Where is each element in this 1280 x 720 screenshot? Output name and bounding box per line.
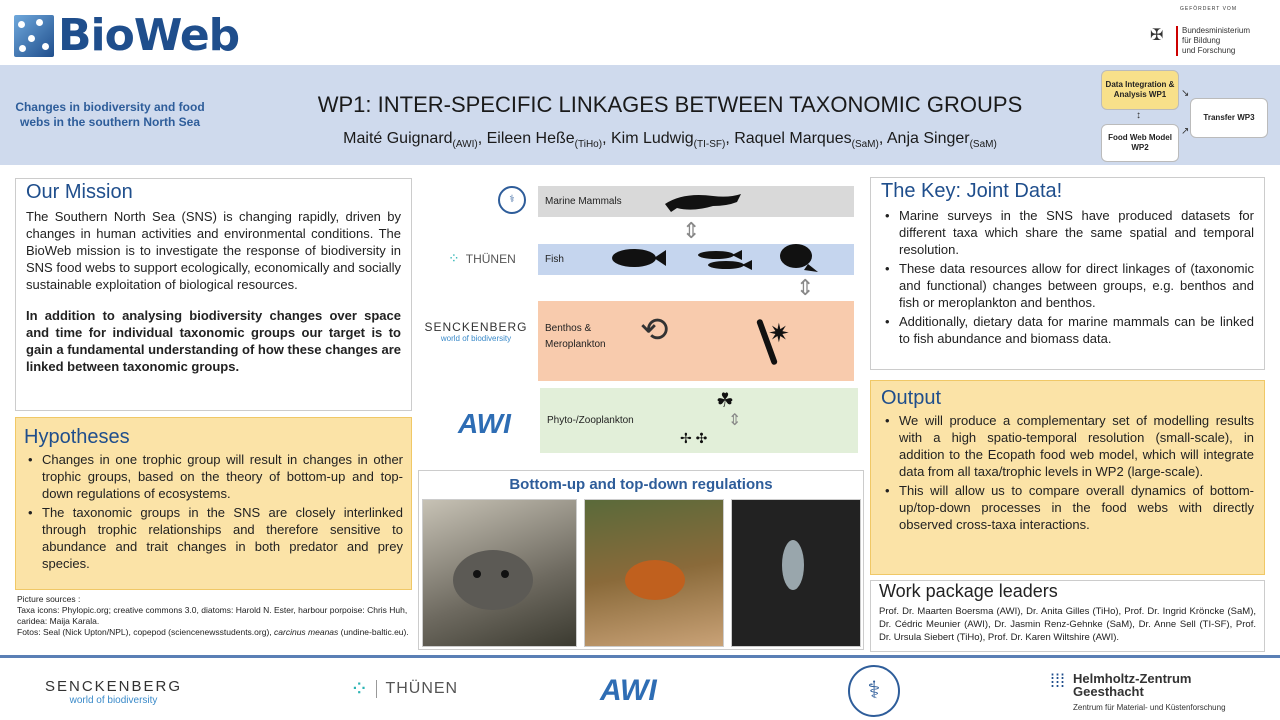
- leaders-panel: [870, 580, 1265, 652]
- double-arrow-icon: ⇕: [682, 218, 701, 243]
- mission-bold: In addition to analysing biodiversity changes over space and time for individual taxonomic groups our target is to gain a fundamental understanding of how these changes are linked between taxonomic groups.: [26, 308, 401, 374]
- arrow-icon: ↕: [1136, 110, 1141, 121]
- arrow-icon: ↗: [1181, 126, 1190, 137]
- benthos-bar: Benthos & Meroplankton: [538, 301, 854, 381]
- key-item: • Marine surveys in the SNS have produced datasets for different taxa which share the same spatial and temporal resolution.: [881, 207, 1254, 258]
- picture-credits: Picture sources : Taxa icons: Phylopic.org; creative commons 3.0, diatoms: Harold N. Ester, harbour porpoise: Chris Huh, caridea: Maija Karala. Fotos: Seal (Nick Upton/NPL), copepod (sciencenewsstudents.org), carcinus meanas (undine-baltic.eu).: [17, 594, 409, 637]
- network-icon: [14, 15, 54, 57]
- whale-icon: [663, 190, 743, 214]
- output-item: • We will produce a complementary set of modelling results with a high spatio-temporal resolution (small-scale), in addition to the Ecopath food web model, which will integrate data from all taxa/trophic levels in WP2 (large-scale).: [881, 412, 1254, 480]
- diatom-icon: ☘: [716, 390, 734, 412]
- arrow-icon: ↘: [1181, 88, 1190, 99]
- hypotheses-heading: Hypotheses: [24, 426, 130, 448]
- logo-text: BioWeb: [58, 10, 240, 61]
- bioweb-logo: [14, 10, 239, 61]
- leaders-heading: Work package leaders: [879, 581, 1058, 601]
- fish-bar: Fish: [538, 244, 854, 275]
- key-panel: [870, 177, 1265, 370]
- plankton-bar: Phyto-/Zooplankton: [540, 388, 858, 453]
- eagle-icon: ✠: [1150, 27, 1164, 44]
- key-heading: The Key: Joint Data!: [881, 180, 1063, 202]
- output-item: • This will allow us to compare overall dynamics of bottom-up/top-down processes in the food webs with directly observed cross-taxa interactions.: [881, 482, 1254, 533]
- leaders-text: Prof. Dr. Maarten Boersma (AWI), Dr. Anita Gilles (TiHo), Prof. Dr. Ingrid Kröncke (SaM), Dr. Cédric Meunier (AWI), Dr. Jasmin Renz-Gehnke (SaM), Dr. Anne Sell (TI-SF), Prof. Dr. Ursula Siebert (TiHo), Prof. Dr. Karen Wiltshire (AWI).: [879, 606, 1256, 643]
- footer-tiho-seal-icon: ⚕: [848, 665, 900, 717]
- dots-icon: ⁘: [350, 676, 369, 701]
- key-item: • These data resources allow for direct linkages of (taxonomic and functional) changes between groups, e.g. benthos and fish or meroplankton and benthos.: [881, 260, 1254, 311]
- footer-divider: [0, 655, 1280, 658]
- footer-senckenberg-logo: SENCKENBERG world of biodiversity: [45, 678, 183, 706]
- hypothesis-item: • Changes in one trophic group will result in changes in other trophic groups, based on the theory of bottom-up and top-down regulations of ecosystems.: [24, 451, 403, 502]
- crab-icon: ✷: [768, 318, 790, 348]
- bmbf-logo: GEFÖRDERT VOM ✠ Bundesministerium für Bildung und Forschung: [1150, 6, 1251, 55]
- footer-thuenen-logo: ⁘ THÜNEN: [350, 676, 459, 701]
- cycle-icon: ⟲: [640, 311, 669, 349]
- fish-icon: [608, 242, 838, 276]
- wp2-box: Food Web Model WP2: [1101, 124, 1179, 162]
- marine-mammals-bar: Marine Mammals: [538, 186, 854, 217]
- seal-photo: [422, 499, 577, 647]
- regulations-panel: [418, 470, 864, 650]
- wp3-box: Transfer WP3: [1190, 98, 1268, 138]
- dots-icon: ⁘: [448, 250, 460, 266]
- crab-photo: [584, 499, 724, 647]
- footer-hzg-logo: ⁞⁞⁞ Helmholtz-Zentrum Geesthacht Zentrum für Material- und Küstenforschung: [1050, 671, 1226, 712]
- tiho-seal-icon: ⚕: [498, 186, 526, 214]
- footer-awi-logo: AWI: [600, 674, 657, 707]
- author-list: Maité Guignard$_{(AWI)}$, Eileen Heße$_{(TiHo)}$, Kim Ludwig$_{(TI-SF)}$, Raquel Marques$_{(SaM)}$, Anja Singer$_{(SaM)}$: [343, 130, 997, 151]
- senckenberg-logo: SENCKENBERG world of biodiversity: [424, 320, 528, 343]
- key-item: • Additionally, dietary data for marine mammals can be linked to fish abundance and biomass data.: [881, 313, 1254, 347]
- taxa-diagram: [418, 178, 864, 463]
- wp1-box: Data Integration & Analysis WP1: [1101, 70, 1179, 110]
- hypothesis-item: • The taxonomic groups in the SNS are closely interlinked through trophic relationships and therefore sensitive to abundance and trait changes in both predator and prey species.: [24, 504, 403, 572]
- thuenen-logo: ⁘ THÜNEN: [448, 250, 516, 266]
- poster-title: WP1: INTER-SPECIFIC LINKAGES BETWEEN TAXONOMIC GROUPS: [317, 92, 1023, 117]
- output-heading: Output: [881, 387, 942, 409]
- awi-logo: AWI: [458, 408, 511, 439]
- grid-icon: ⁞⁞⁞: [1050, 671, 1066, 691]
- mission-text: The Southern North Sea (SNS) is changing rapidly, driven by changes in human activities and environmental conditions. The BioWeb mission is to investigate the response of biodiversity in SNS food webs to support ecologically, economically and socially sustainable exploitation of biological resources.: [26, 209, 401, 292]
- tagline: Changes in biodiversity and food webs in the southern North Sea: [15, 100, 205, 129]
- mission-panel: [15, 178, 412, 411]
- double-arrow-icon: ⇕: [796, 275, 815, 300]
- output-panel: [870, 380, 1265, 575]
- mission-heading: Our Mission: [26, 181, 133, 203]
- regulations-heading: Bottom-up and top-down regulations: [509, 476, 773, 493]
- copepod-photo: [731, 499, 861, 647]
- shrimp-icon: ✢ ✣: [680, 430, 708, 446]
- hypotheses-panel: [15, 417, 412, 590]
- double-arrow-icon: ⇕: [728, 412, 742, 429]
